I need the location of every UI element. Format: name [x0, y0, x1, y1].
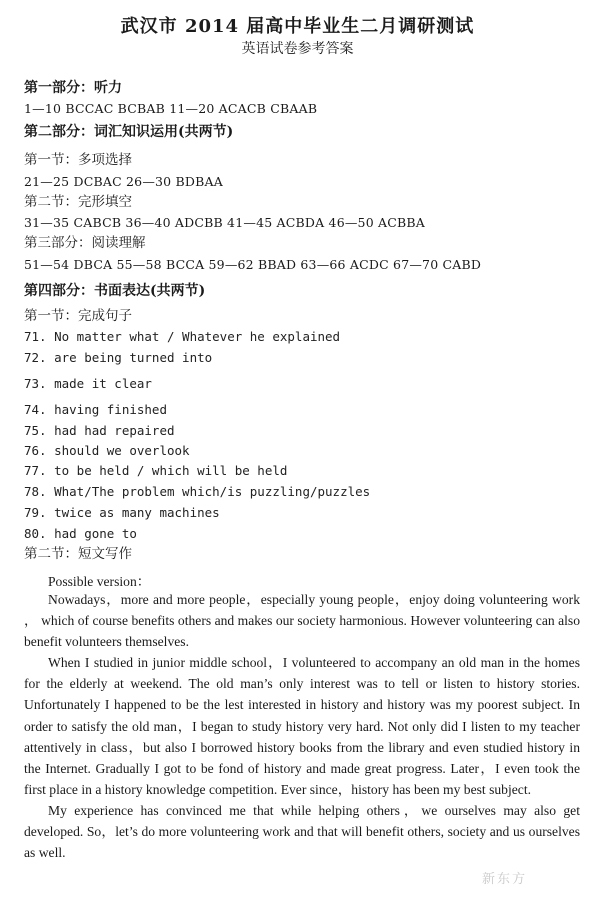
sentence-item-79: 79. twice as many machines: [24, 505, 220, 520]
part2-section1-heading: 第一节：多项选择: [24, 152, 132, 168]
part3-heading: 第三部分：阅读理解: [24, 235, 146, 251]
part2-section2-heading: 第二节：完形填空: [24, 194, 132, 210]
part2-section1-answers: 21—25 DCBAC 26—30 BDBAA: [24, 174, 223, 189]
part1-heading: 第一部分：听力: [24, 80, 122, 96]
sentence-item-77: 77. to be held / which will be held: [24, 463, 288, 478]
sentence-item-74: 74. having finished: [24, 402, 167, 417]
sentence-item-78: 78. What/The problem which/is puzzling/puzzles: [24, 484, 371, 499]
sentence-item-75: 75. had had repaired: [24, 423, 175, 438]
sentence-item-72: 72. are being turned into: [24, 350, 213, 365]
part2-heading: 第二部分：词汇知识运用(共两节): [24, 124, 234, 140]
essay-paragraph-2: When I studied in junior middle school，I volunteered to accompany an old man in the homes for the elderly at weekend. The old man’s only interest was to tell or listen to history stories. Unfortunately I happened to be the lest interested in history and history was my poorest subject. In order to satisfy the old man，I began to study history very hard. Not only did I listen to my teacher attentively in class，but also I borrowed history books from the library and even studied history in the Internet. Gradually I got to be fond of history and made great progress. Later，I even took the first place in a history knowledge competition. Ever since，history has been my best subject.: [24, 655, 580, 797]
part1-answers: 1—10 BCCAC BCBAB 11—20 ACACB CBAAB: [24, 101, 318, 116]
page-subtitle: 英语试卷参考答案: [241, 41, 354, 57]
part4-section2-heading: 第二节：短文写作: [24, 546, 132, 562]
possible-version-label: Possible version：: [48, 574, 151, 589]
essay-paragraph-3: My experience has convinced me that while helping others，we ourselves may also get developed. So，let’s do more volunteering work and that will benefit others, society and us ourselves as well.: [24, 802, 580, 861]
part4-section1-heading: 第一节：完成句子: [24, 308, 132, 324]
sentence-item-71: 71. No matter what / Whatever he explained: [24, 329, 341, 344]
page-title: 武汉市 2014 届高中毕业生二月调研测试: [120, 16, 475, 37]
watermark: 新东方: [482, 872, 528, 887]
part4-heading: 第四部分：书面表达(共两节): [24, 283, 206, 299]
sentence-item-73: 73. made it clear: [24, 376, 152, 391]
sentence-item-80: 80. had gone to: [24, 526, 137, 541]
sentence-item-76: 76. should we overlook: [24, 443, 190, 458]
part2-section2-answers: 31—35 CABCB 36—40 ADCBB 41—45 ACBDA 46—50 ACBBA: [24, 215, 426, 230]
essay-paragraph-1: Nowadays，more and more people，especially young people，enjoy doing volunteering work ， which of course benefits others and makes our society harmonious. However volunteering can also benefit volunteers themselves.: [24, 592, 580, 650]
part3-answers: 51—54 DBCA 55—58 BCCA 59—62 BBAD 63—66 ACDC 67—70 CABD: [24, 257, 482, 272]
essay-body: [24, 589, 580, 863]
